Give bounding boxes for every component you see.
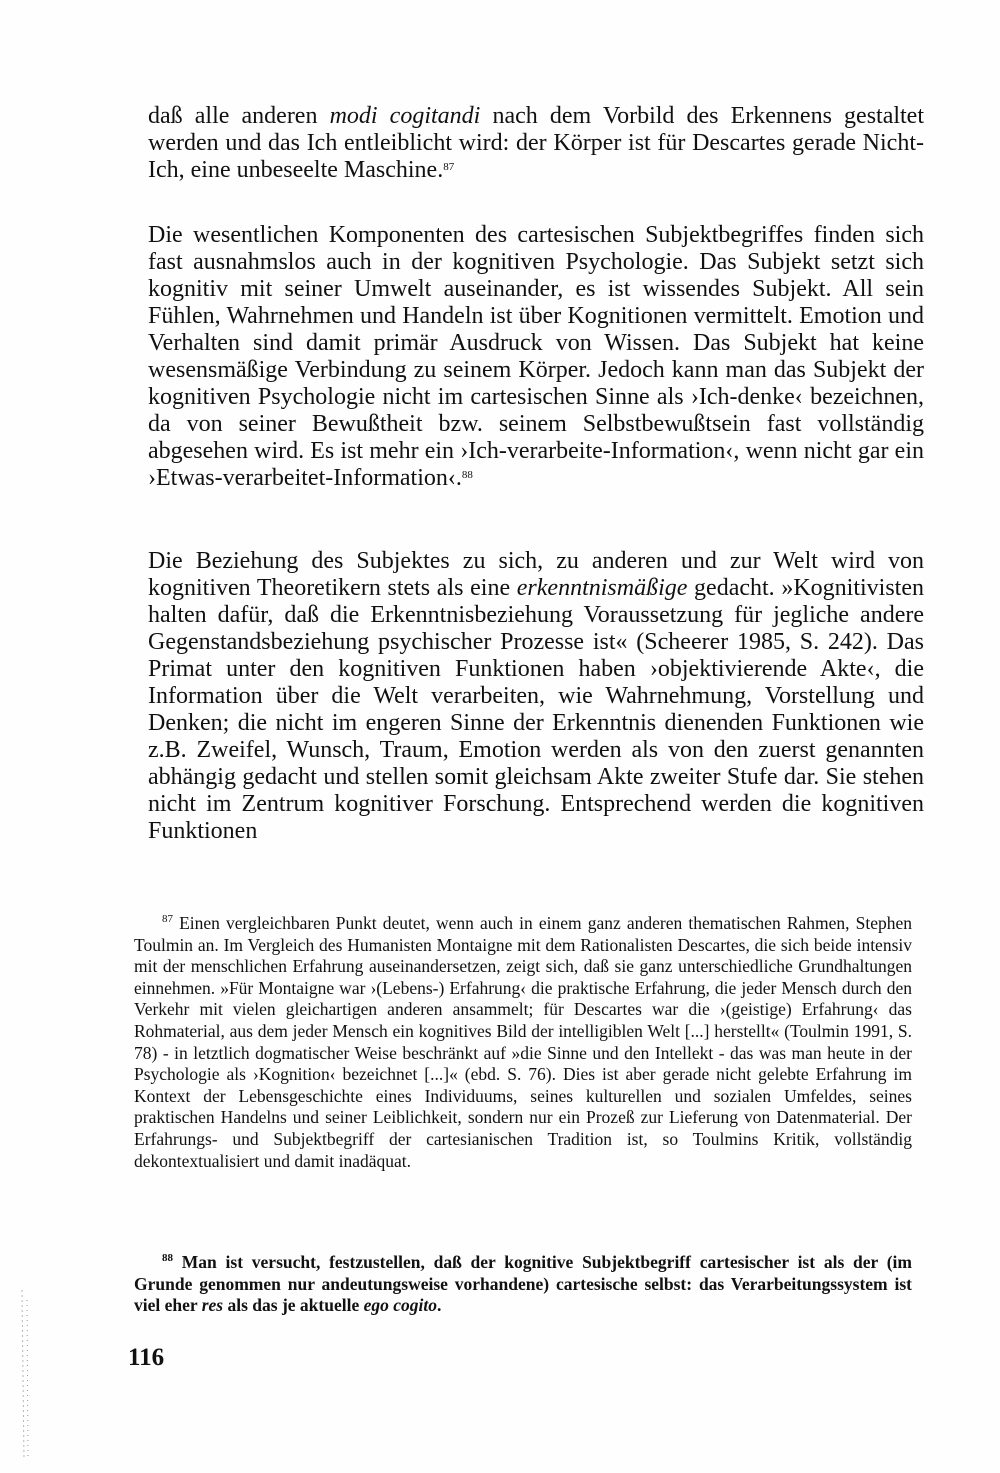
paragraph3-italic-term: erkenntnismäßige xyxy=(516,575,688,601)
footnote-88-text-c: . xyxy=(437,1295,442,1316)
footnote-88-text-b: als das je aktuelle xyxy=(223,1295,364,1316)
body-paragraph-2 xyxy=(148,222,924,492)
footnote-ref-87: 87 xyxy=(443,161,455,173)
paragraph1-italic-term: modi cogitandi xyxy=(329,103,481,129)
footnote-ref-88: 88 xyxy=(461,469,473,481)
body-paragraph-3 xyxy=(148,548,924,845)
footnote-88-italic-res: res xyxy=(201,1295,224,1316)
paragraph3-text-b: gedacht. »Kognitivisten halten dafür, daß die Erkenntnisbeziehung Voraussetzung für jegliche andere Gegenstandsbeziehung psychischer Prozesse ist« (Scheerer 1985, S. 242). Das Primat unter den kognitiven Funktionen haben ›objektivierende Akte‹, die Information über die Welt verarbeiten, wie Wahrnehmung, Vorstellung und Denken; die nicht im engeren Sinne der Erkenntnis dienenden Funktionen wie z.B. Zweifel, Wunsch, Traum, Emotion werden als von den zuerst genannten abhängig gedacht und stellen somit gleichsam Akte zweiter Stufe dar. Sie stehen nicht im Zentrum kognitiver Forschung. Entsprechend werden die kognitiven Funktionen xyxy=(148,575,924,844)
page-number: 116 xyxy=(128,1344,165,1371)
footnote-87-text: Einen vergleichbaren Punkt deutet, wenn auch in einem ganz anderen thematischen Rahmen, Stephen Toulmin an. Im Vergleich des Humanisten Montaigne mit dem Rationalisten Descartes, die sich beide intensiv mit der menschlichen Erfahrung auseinandersetzen, zeigt sich, daß sie ganz unterschiedliche Grundhaltungen einnehmen. »Für Montaigne war ›(Lebens-) Erfahrung‹ die praktische Erfahrung, die jeder Mensch durch den Verkehr mit vielen gleichartigen anderen ansammelt; für Descartes war die ›(geistige) Erfahrung‹ das Rohmaterial, aus dem jeder Mensch ein kognitives Bild der intelligiblen Welt [...] herstellt« (Toulmin 1991, S. 78) - in letztlich dogmatischer Weise beschränkt auf »die Sinne und den Intellekt - das was man heute in der Psychologie als ›Kognition‹ bezeichnet [...]« (ebd. S. 76). Dies ist aber gerade nicht gelebte Erfahrung im Kontext der Lebensgeschichte eines Individuums, seines kulturellen und sozialen Umfeldes, seines praktischen Handelns und seiner Leiblichkeit, sondern nur ein Prozeß zur Lieferung von Datenmaterial. Der Erfahrungs- und Subjektbegriff der cartesianischen Tradition ist, so Toulmins Kritik, vollständig dekontextualisiert und damit inadäquat. xyxy=(134,913,912,1171)
footnote-88-text-a: Man ist versucht, festzustellen, daß der kognitive Subjektbegriff cartesischer ist als der (im Grunde genommen nur andeutungsweise vorhandene) cartesische selbst: das Verarbeitungssystem ist viel eher xyxy=(134,1252,912,1316)
scan-edge-artifact xyxy=(18,1290,32,1460)
paragraph3-text-a: Die Beziehung des Subjektes zu sich, zu anderen und zur Welt wird von kognitiven Theoretikern stets als eine xyxy=(148,548,924,601)
footnote-87-number: 87 xyxy=(162,913,173,925)
footnote-88-italic-ego-cogito: ego cogito xyxy=(363,1295,437,1316)
footnote-87 xyxy=(134,913,912,1172)
paragraph2-text: Die wesentlichen Komponenten des cartesischen Subjektbegriffes finden sich fast ausnahmslos auch in der kognitiven Psychologie. Das Subjekt setzt sich kognitiv mit seiner Umwelt auseinander, es ist wissendes Subjekt. All sein Fühlen, Wahrnehmen und Handeln ist über Kognitionen vermittelt. Emotion und Verhalten sind damit primär Ausdruck von Wissen. Das Subjekt hat keine wesensmäßige Verbindung zu seinem Körper. Jedoch kann man das Subjekt der kognitiven Psychologie nicht im cartesischen Sinne als ›Ich-denke‹ bezeichnen, da von seiner Bewußtheit bzw. seinem Selbstbewußtsein fast vollständig abgesehen wird. Es ist mehr ein ›Ich-verarbeite-Information‹, wenn nicht gar ein ›Etwas-verarbeitet-Information‹. xyxy=(148,222,924,491)
paragraph1-text-a: daß alle anderen xyxy=(148,103,330,129)
body-paragraph-1 xyxy=(148,103,924,184)
footnote-88-number: 88 xyxy=(162,1252,173,1264)
footnote-88 xyxy=(134,1252,912,1317)
paragraph1-text-b: nach dem Vorbild des Erkennens gestaltet werden und das Ich entleiblicht wird: der Körper ist für Descartes gerade Nicht-Ich, eine unbeseelte Maschine. xyxy=(148,103,925,183)
